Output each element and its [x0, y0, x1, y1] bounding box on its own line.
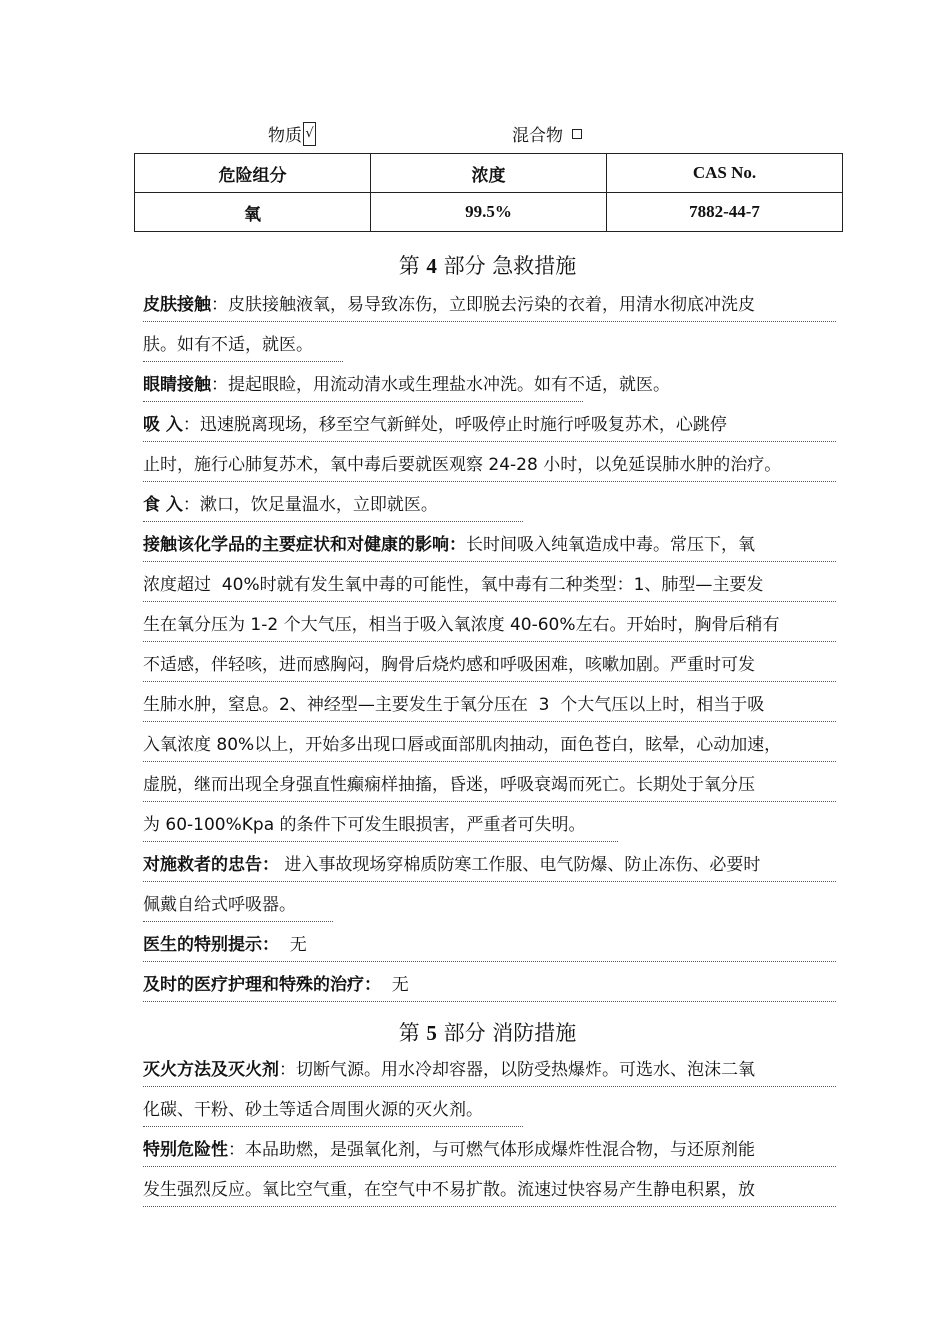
line-content [143, 812, 618, 842]
section4-title [0, 250, 950, 280]
field-text: 为 60-100%Kpa 的条件下可发生眼损害，严重者可失明。 [143, 815, 586, 835]
substance-option [268, 121, 316, 146]
line-content [143, 972, 836, 1002]
text-line [143, 1177, 836, 1207]
text-line [143, 372, 670, 402]
cell-concentration: 99.5% [371, 193, 607, 232]
field-label: 吸 入 [143, 415, 183, 435]
section5-title-text: 部分 消防措施 [443, 1021, 577, 1045]
text-line [143, 452, 836, 482]
line-content [143, 772, 836, 802]
field-text: 漱口，饮足量温水，立即就医。 [199, 495, 438, 515]
section4-number: 4 [426, 254, 437, 278]
field-separator: ： [279, 1060, 296, 1080]
line-content [143, 492, 523, 522]
field-text: 虚脱，继而出现全身强直性癫痫样抽搐，昏迷，呼吸衰竭而死亡。长期处于氧分压 [143, 775, 755, 795]
composition-table [134, 153, 843, 232]
cell-cas-no: 7882-44-7 [607, 193, 843, 232]
field-label: 皮肤接触 [143, 295, 211, 315]
line-content [143, 732, 836, 762]
field-label: 食 入 [143, 495, 183, 515]
text-line [143, 572, 836, 602]
mixture-checkbox [572, 129, 582, 139]
line-content [143, 292, 836, 322]
text-line [143, 812, 618, 842]
text-line [143, 292, 836, 322]
field-text: 生肺水肿，窒息。2、神经型—主要发生于氧分压在 3 个大气压以上时，相当于吸 [143, 695, 765, 715]
line-content [143, 412, 836, 442]
text-line [143, 1137, 836, 1167]
field-text: 皮肤接触液氧，易导致冻伤，立即脱去污染的衣着，用清水彻底冲洗皮 [228, 295, 755, 315]
field-text: 不适感，伴轻咳，进而感胸闷，胸骨后烧灼感和呼吸困难，咳嗽加剧。严重时可发 [143, 655, 755, 675]
field-text: 进入事故现场穿棉质防寒工作服、电气防爆、防止冻伤、必要时 [279, 855, 761, 875]
text-line [143, 1057, 836, 1087]
text-line [143, 492, 523, 522]
field-label: 对施救者的忠告： [143, 855, 279, 875]
field-separator: ： [211, 375, 228, 395]
line-content [143, 932, 836, 962]
field-text: 佩戴自给式呼吸器。 [143, 895, 296, 915]
text-line [143, 652, 836, 682]
header-hazard-component: 危险组分 [135, 154, 371, 193]
line-content [143, 1057, 836, 1087]
text-line [143, 692, 836, 722]
line-content [143, 572, 836, 602]
line-content [143, 532, 836, 562]
field-text: 长时间吸入纯氧造成中毒。常压下，氧 [466, 535, 755, 555]
field-label: 及时的医疗护理和特殊的治疗： [143, 975, 381, 995]
line-content [143, 1097, 523, 1127]
field-separator: ： [211, 295, 228, 315]
field-text: 无 [381, 975, 409, 995]
field-text: 本品助燃，是强氧化剂，与可燃气体形成爆炸性混合物，与还原剂能 [245, 1140, 755, 1160]
field-text: 发生强烈反应。氧比空气重，在空气中不易扩散。流速过快容易产生静电积累，放 [143, 1180, 755, 1200]
section4-title-text: 部分 急救措施 [443, 254, 577, 278]
field-separator: ： [228, 1140, 245, 1160]
mixture-label: 混合物 [512, 126, 563, 146]
field-label: 医生的特别提示： [143, 935, 279, 955]
field-text: 切断气源。用水冷却容器，以防受热爆炸。可选水、泡沫二氧 [296, 1060, 755, 1080]
line-content [143, 852, 836, 882]
field-text: 提起眼睑，用流动清水或生理盐水冲洗。如有不适，就医。 [228, 375, 670, 395]
field-text: 肤。如有不适，就医。 [143, 335, 313, 355]
text-line [143, 612, 836, 642]
text-line [143, 892, 333, 922]
line-content [143, 692, 836, 722]
field-label: 眼睛接触 [143, 375, 211, 395]
field-label: 特别危险性 [143, 1140, 228, 1160]
header-cas-no: CAS No. [607, 154, 843, 193]
text-line [143, 412, 836, 442]
section5-number: 5 [426, 1021, 437, 1045]
line-content [143, 452, 836, 482]
text-line [143, 332, 343, 362]
field-text: 化碳、干粉、砂土等适合周围火源的灭火剂。 [143, 1100, 483, 1120]
substance-label: 物质 [268, 126, 302, 146]
text-line [143, 852, 836, 882]
field-text: 生在氧分压为 1-2 个大气压，相当于吸入氧浓度 40-60%左右。开始时，胸骨后稍有 [143, 615, 780, 635]
section5-title [0, 1017, 950, 1047]
text-line [143, 932, 836, 962]
section5-title-prefix: 第 [398, 1021, 420, 1045]
line-content [143, 612, 836, 642]
field-text: 迅速脱离现场，移至空气新鲜处，呼吸停止时施行呼吸复苏术，心跳停 [199, 415, 727, 435]
text-line [143, 1097, 523, 1127]
text-line [143, 772, 836, 802]
line-content [143, 1137, 836, 1167]
line-content [143, 652, 836, 682]
field-text: 入氧浓度 80%以上，开始多出现口唇或面部肌肉抽动，面色苍白，眩晕，心动加速， [143, 735, 782, 755]
table-header-row [135, 154, 843, 193]
field-separator: ： [182, 495, 200, 515]
header-concentration: 浓度 [371, 154, 607, 193]
text-line [143, 732, 836, 762]
mixture-option [512, 121, 582, 146]
line-content [143, 892, 333, 922]
substance-checkbox: √ [303, 122, 316, 146]
cell-component: 氧 [135, 193, 371, 232]
table-row [135, 193, 843, 232]
line-content [143, 372, 670, 402]
composition-type-row [0, 121, 950, 149]
field-separator: ： [182, 415, 200, 435]
field-text: 浓度超过 40%时就有发生氧中毒的可能性，氧中毒有二种类型：1、肺型—主要发 [143, 575, 764, 595]
field-text: 无 [279, 935, 307, 955]
section4-title-prefix: 第 [398, 254, 420, 278]
field-label: 接触该化学品的主要症状和对健康的影响： [143, 535, 466, 555]
field-text: 止时，施行心肺复苏术，氧中毒后要就医观察 24-28 小时，以免延误肺水肿的治疗。 [143, 455, 782, 475]
line-content [143, 332, 343, 362]
line-content [143, 1177, 836, 1207]
text-line [143, 532, 836, 562]
field-label: 灭火方法及灭火剂 [143, 1060, 279, 1080]
text-line [143, 972, 836, 1002]
